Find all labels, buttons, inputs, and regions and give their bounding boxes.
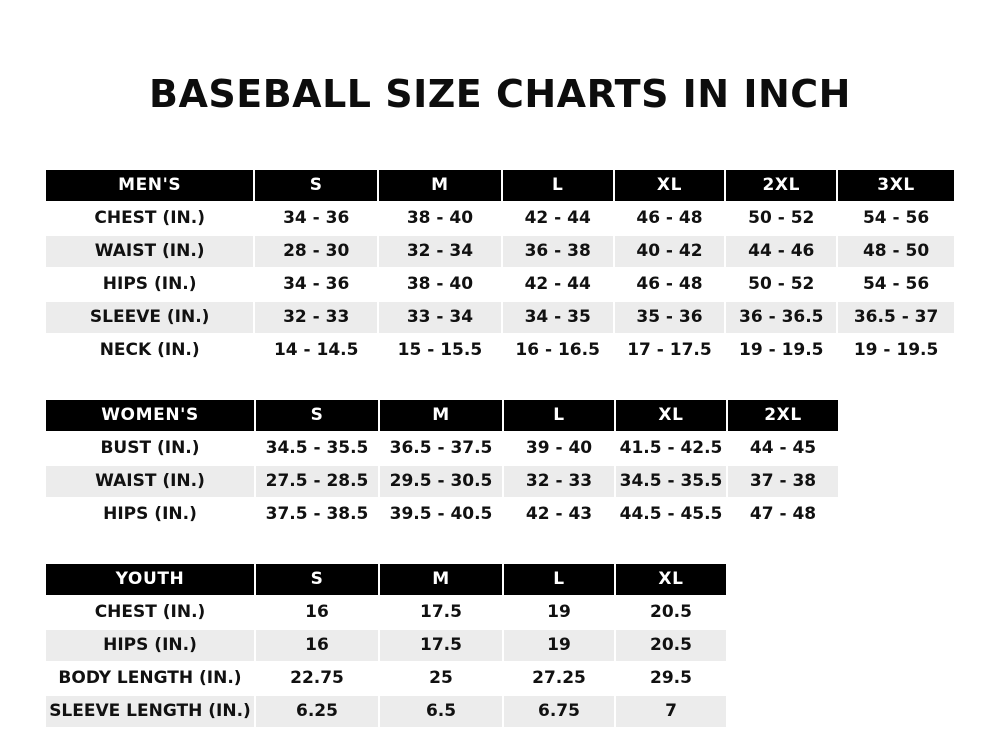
cell-value: 41.5 - 42.5 [615, 432, 727, 465]
cell-value: 46 - 48 [614, 268, 726, 301]
cell-value: 36 - 38 [502, 235, 614, 268]
header-cell-l: L [503, 563, 615, 596]
table-row [45, 695, 727, 728]
cell-value: 17.5 [379, 596, 503, 629]
cell-value: 37.5 - 38.5 [255, 498, 379, 531]
cell-value: 54 - 56 [837, 268, 955, 301]
cell-value: 34 - 36 [254, 268, 378, 301]
cell-value: 36 - 36.5 [725, 301, 837, 334]
header-cell-label: MEN'S [45, 169, 254, 202]
table-row [45, 235, 955, 268]
table-row [45, 301, 955, 334]
cell-value: 29.5 [615, 662, 727, 695]
cell-value: 25 [379, 662, 503, 695]
tables-container [0, 168, 1000, 729]
cell-value: 19 - 19.5 [725, 334, 837, 367]
header-cell-s: S [254, 169, 378, 202]
cell-value: 6.25 [255, 695, 379, 728]
table-row [45, 202, 955, 235]
header-cell-s: S [255, 563, 379, 596]
cell-value: 32 - 33 [503, 465, 615, 498]
table-header-row [45, 169, 955, 202]
cell-value: 34 - 35 [502, 301, 614, 334]
table-row [45, 432, 839, 465]
cell-value: 16 - 16.5 [502, 334, 614, 367]
table-row [45, 498, 839, 531]
cell-value: 37 - 38 [727, 465, 839, 498]
cell-value: 44 - 46 [725, 235, 837, 268]
table-row [45, 268, 955, 301]
section-womens [44, 398, 956, 532]
cell-value: 28 - 30 [254, 235, 378, 268]
header-cell-l: L [503, 399, 615, 432]
header-cell-l: L [502, 169, 614, 202]
cell-value: 17 - 17.5 [614, 334, 726, 367]
cell-value: 50 - 52 [725, 268, 837, 301]
cell-value: 32 - 33 [254, 301, 378, 334]
header-cell-s: S [255, 399, 379, 432]
cell-value: 14 - 14.5 [254, 334, 378, 367]
cell-value: 7 [615, 695, 727, 728]
cell-value: 44 - 45 [727, 432, 839, 465]
row-label: BODY LENGTH (IN.) [45, 662, 255, 695]
header-cell-2xl: 2XL [725, 169, 837, 202]
cell-value: 19 [503, 629, 615, 662]
table-row [45, 662, 727, 695]
table-mens [44, 168, 956, 368]
cell-value: 38 - 40 [378, 202, 502, 235]
cell-value: 6.75 [503, 695, 615, 728]
table-row [45, 629, 727, 662]
row-label: WAIST (IN.) [45, 235, 254, 268]
cell-value: 19 [503, 596, 615, 629]
row-label: CHEST (IN.) [45, 202, 254, 235]
header-cell-label: YOUTH [45, 563, 255, 596]
row-label: HIPS (IN.) [45, 629, 255, 662]
cell-value: 32 - 34 [378, 235, 502, 268]
cell-value: 33 - 34 [378, 301, 502, 334]
cell-value: 39.5 - 40.5 [379, 498, 503, 531]
cell-value: 38 - 40 [378, 268, 502, 301]
row-label: SLEEVE LENGTH (IN.) [45, 695, 255, 728]
cell-value: 36.5 - 37.5 [379, 432, 503, 465]
cell-value: 42 - 44 [502, 202, 614, 235]
header-cell-3xl: 3XL [837, 169, 955, 202]
cell-value: 40 - 42 [614, 235, 726, 268]
header-cell-xl: XL [614, 169, 726, 202]
row-label: NECK (IN.) [45, 334, 254, 367]
row-label: WAIST (IN.) [45, 465, 255, 498]
header-cell-2xl: 2XL [727, 399, 839, 432]
cell-value: 35 - 36 [614, 301, 726, 334]
table-youth [44, 562, 728, 729]
cell-value: 22.75 [255, 662, 379, 695]
cell-value: 6.5 [379, 695, 503, 728]
cell-value: 34 - 36 [254, 202, 378, 235]
cell-value: 27.5 - 28.5 [255, 465, 379, 498]
cell-value: 47 - 48 [727, 498, 839, 531]
table-header-row [45, 399, 839, 432]
section-youth [44, 562, 956, 729]
cell-value: 17.5 [379, 629, 503, 662]
table-row [45, 465, 839, 498]
table-row [45, 596, 727, 629]
cell-value: 42 - 44 [502, 268, 614, 301]
cell-value: 16 [255, 596, 379, 629]
cell-value: 44.5 - 45.5 [615, 498, 727, 531]
header-cell-label: WOMEN'S [45, 399, 255, 432]
section-mens [44, 168, 956, 368]
row-label: HIPS (IN.) [45, 268, 254, 301]
row-label: SLEEVE (IN.) [45, 301, 254, 334]
cell-value: 46 - 48 [614, 202, 726, 235]
header-cell-m: M [378, 169, 502, 202]
cell-value: 19 - 19.5 [837, 334, 955, 367]
cell-value: 39 - 40 [503, 432, 615, 465]
cell-value: 54 - 56 [837, 202, 955, 235]
table-header-row [45, 563, 727, 596]
header-cell-m: M [379, 399, 503, 432]
table-womens [44, 398, 840, 532]
cell-value: 34.5 - 35.5 [255, 432, 379, 465]
cell-value: 27.25 [503, 662, 615, 695]
row-label: BUST (IN.) [45, 432, 255, 465]
cell-value: 34.5 - 35.5 [615, 465, 727, 498]
cell-value: 20.5 [615, 629, 727, 662]
table-row [45, 334, 955, 367]
cell-value: 36.5 - 37 [837, 301, 955, 334]
header-cell-xl: XL [615, 563, 727, 596]
cell-value: 15 - 15.5 [378, 334, 502, 367]
header-cell-m: M [379, 563, 503, 596]
cell-value: 50 - 52 [725, 202, 837, 235]
cell-value: 29.5 - 30.5 [379, 465, 503, 498]
cell-value: 16 [255, 629, 379, 662]
row-label: CHEST (IN.) [45, 596, 255, 629]
cell-value: 48 - 50 [837, 235, 955, 268]
page-title: BASEBALL SIZE CHARTS IN INCH [149, 72, 851, 116]
row-label: HIPS (IN.) [45, 498, 255, 531]
header-cell-xl: XL [615, 399, 727, 432]
cell-value: 42 - 43 [503, 498, 615, 531]
cell-value: 20.5 [615, 596, 727, 629]
